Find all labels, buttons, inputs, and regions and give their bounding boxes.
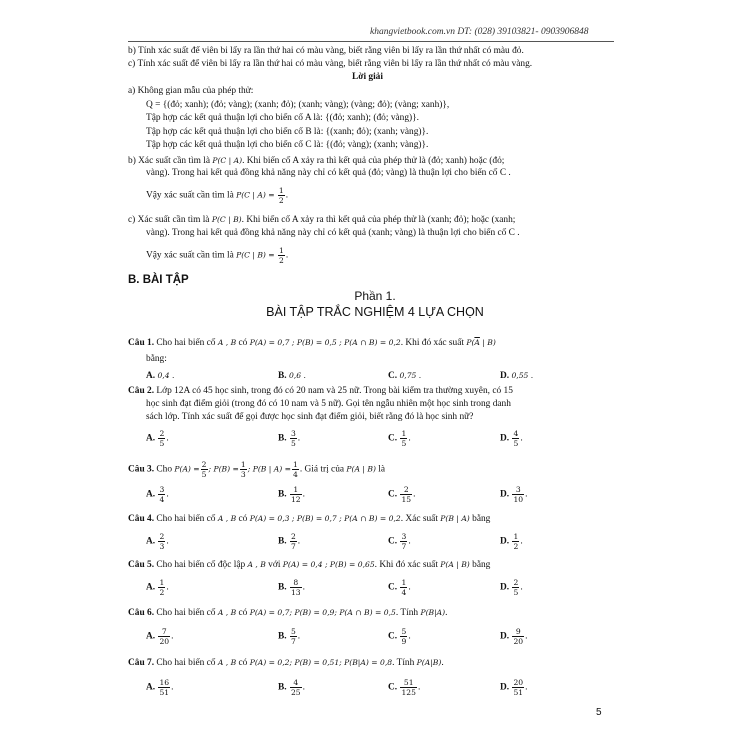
- option-label: B.: [278, 682, 287, 693]
- option-frac: [512, 578, 519, 597]
- q3-ask: P(A | B): [346, 464, 376, 474]
- option-frac: [290, 485, 302, 504]
- q1-stem: [128, 337, 496, 349]
- q7-post: . Tính: [392, 658, 415, 668]
- q3-post: . Giá trị của: [299, 464, 345, 475]
- sol-a-line4: Tập hợp các kết quả thuận lợi cho biến cố B là: {(xanh; đỏ); (xanh; vàng)}.: [146, 127, 429, 137]
- q7-stem: [128, 657, 444, 669]
- sol-b-answer: Vậy xác suất cần tìm là P(C | A) = $\frac{1}{2}$ .: [146, 186, 289, 205]
- q5-option-b[interactable]: B. $\frac{8}{13}$ .: [278, 578, 305, 597]
- frac-den: 3: [240, 470, 246, 479]
- q5-post: . Khi đó xác suất: [374, 560, 438, 570]
- q4-ask: P(B | A): [440, 514, 470, 523]
- option-frac: [290, 627, 297, 646]
- q1-stem-line2: bằng:: [146, 354, 167, 364]
- q6-option-b[interactable]: B. $\frac{5}{7}$ .: [278, 627, 301, 646]
- q5-ask: P(A | B): [440, 560, 470, 569]
- option-frac: [512, 532, 519, 551]
- frac-den: 7: [290, 542, 296, 551]
- q1-ask: [466, 338, 496, 347]
- option-label: B.: [278, 489, 287, 500]
- option-label: D.: [500, 631, 510, 642]
- frac-num: 1: [401, 429, 407, 438]
- frac-den: 4: [401, 588, 407, 597]
- sol-c-answer-expr: P(C | B) =: [236, 250, 275, 260]
- option-value: 0,75 .: [399, 371, 422, 380]
- option-label: A.: [146, 489, 156, 500]
- q2-label: Câu 2.: [128, 386, 155, 396]
- q4-option-d[interactable]: D. $\frac{1}{2}$ .: [500, 532, 523, 551]
- option-frac: [290, 578, 302, 597]
- option-frac: [512, 429, 519, 448]
- q5-option-d[interactable]: D. $\frac{2}{5}$ .: [500, 578, 523, 597]
- frac-den: 2: [513, 542, 519, 551]
- q2-stem-line1: [128, 386, 513, 397]
- q3-expr2: ; P(B) =: [208, 464, 239, 474]
- sol-c-expr: P(C | B): [211, 215, 242, 224]
- frac-den: 2: [279, 256, 284, 265]
- option-frac: [158, 578, 165, 597]
- frac-num: 5: [401, 627, 407, 636]
- q6-expr: P(A) = 0,7; P(B) = 0,9; P(A ∩ B) = 0,5: [249, 608, 396, 617]
- sol-a-line2: Q = {(đỏ; xanh); (đỏ; vàng); (xanh; đỏ); (xanh; vàng); (vàng; đỏ); (vàng; xanh)},: [146, 100, 450, 110]
- frac-den: 5: [513, 588, 519, 597]
- sol-c-post: . Khi biến cố A xảy ra thì kết quả của phép thử là (xanh; đỏ); hoặc (xanh;: [241, 215, 516, 225]
- q6-stem: [128, 607, 447, 619]
- q6-post: . Tính: [395, 608, 419, 618]
- frac-num: 2: [159, 532, 165, 541]
- frac-den: 4: [292, 470, 298, 479]
- q4-stem: [128, 513, 490, 525]
- option-frac: [290, 678, 302, 697]
- q4-expr: P(A) = 0,3 ; P(B) = 0,7 ; P(A ∩ B) = 0,2: [249, 514, 401, 523]
- option-frac: [158, 627, 170, 646]
- q3-label: Câu 3.: [128, 464, 155, 475]
- option-label: C.: [388, 371, 398, 381]
- q7-option-b[interactable]: B. $\frac{4}{25}$ .: [278, 678, 305, 697]
- frac-num: 51: [400, 678, 417, 688]
- frac-num: 3: [401, 532, 407, 541]
- frac-num: 2: [400, 485, 412, 495]
- option-label: B.: [278, 433, 287, 444]
- option-value: 0,4 .: [157, 371, 175, 380]
- sol-c-line2: vàng). Trong hai kết quả đồng khả năng này chỉ có kết quả (xanh; vàng) là thuận lợi cho biến cố C .: [146, 228, 520, 238]
- option-frac: [290, 532, 297, 551]
- sol-c-line1: [128, 214, 515, 226]
- q4-post: . Xác suất: [400, 514, 438, 524]
- q4-end: bằng: [472, 514, 491, 524]
- intro-part-c: c) Tính xác suất để viên bi lấy ra lần thứ hai có màu vàng, biết rằng viên bi lấy ra lần thứ nhất có màu vàng.: [128, 59, 533, 69]
- q7-option-c[interactable]: C. $\frac{51}{125}$ .: [388, 678, 421, 697]
- sol-a-line5: Tập hợp các kết quả thuận lợi cho biến cố C là: {(đỏ; vàng); (xanh; vàng)}.: [146, 140, 429, 150]
- frac-num: 2: [201, 460, 207, 469]
- frac-den: 5: [513, 439, 519, 448]
- q3-frac3: [292, 460, 299, 479]
- frac-num: 3: [290, 429, 296, 438]
- frac-num: 16: [159, 678, 170, 687]
- frac-num: 9: [512, 627, 524, 637]
- q6-mid: có: [238, 608, 248, 618]
- option-frac: [400, 627, 407, 646]
- sol-c-answer-pre: Vậy xác suất cần tìm là: [146, 250, 234, 261]
- frac-num: 1: [292, 460, 298, 469]
- sol-a-line3: Tập hợp các kết quả thuận lợi cho biến cố A là: {(đỏ; xanh); (đỏ; vàng)}.: [146, 113, 420, 123]
- q4-option-a[interactable]: A. $\frac{2}{3}$ .: [146, 532, 169, 551]
- option-label: C.: [388, 582, 398, 593]
- frac-den: 2: [159, 588, 165, 597]
- sol-b-answer-expr: P(C | A) =: [236, 190, 275, 200]
- q3-end: là: [378, 464, 386, 475]
- q1-expr: P(A) = 0,7 ; P(B) = 0,5 ; P(A ∩ B) = 0,2: [249, 338, 401, 347]
- sol-a-line1: a) Không gian mẫu của phép thử:: [128, 86, 254, 96]
- frac-num: 20: [513, 678, 524, 687]
- sol-c-answer: Vậy xác suất cần tìm là P(C | B) = $\frac{1}{2}$ .: [146, 246, 289, 265]
- option-value: 0,55 .: [511, 371, 534, 380]
- q7-option-a[interactable]: A. $\frac{16}{51}$ .: [146, 678, 174, 697]
- frac-den: 10: [513, 495, 524, 504]
- intro-part-b: b) Tính xác suất để viên bi lấy ra lần thứ hai có màu vàng, biết rằng viên bi lấy ra lần thứ nhất có màu đỏ.: [128, 46, 524, 56]
- q5-stem: [128, 559, 490, 571]
- q1-ask-bar: $\overline{A}$: [474, 338, 480, 347]
- q3-expr3: ; P(B | A) =: [247, 464, 291, 474]
- frac-den: 3: [159, 542, 165, 551]
- q6-vars: A , B: [217, 608, 237, 617]
- sol-c-pre: c) Xác suất cần tìm là: [128, 215, 210, 225]
- q3-frac2: [240, 460, 247, 479]
- frac-num: 2: [290, 532, 296, 541]
- q3-option-c[interactable]: C. $\frac{2}{15}$ .: [388, 485, 416, 504]
- q5-end: bằng: [472, 560, 491, 570]
- q7-label: Câu 7.: [128, 658, 155, 668]
- sol-b-line1: [128, 155, 504, 167]
- frac-den: 7: [401, 542, 407, 551]
- part-title: Phần 1.: [354, 289, 396, 303]
- frac-den: 5: [401, 439, 407, 448]
- q1-text-pre: Cho hai biến cố: [156, 338, 216, 348]
- frac-num: 2: [159, 429, 165, 438]
- q1-ask-pre: P(: [466, 338, 475, 347]
- q3-option-a[interactable]: A. $\frac{3}{4}$ .: [146, 485, 169, 504]
- q6-option-a[interactable]: A. $\frac{7}{20}$ .: [146, 627, 174, 646]
- option-label: D.: [500, 371, 510, 381]
- q7-expr: P(A) = 0,2; P(B) = 0,51; P(B|A) = 0,8: [249, 658, 393, 667]
- option-label: A.: [146, 371, 156, 381]
- option-label: A.: [146, 682, 156, 693]
- frac-num: 4: [513, 429, 519, 438]
- q5-vars: A , B: [247, 560, 266, 569]
- frac-den: 51: [513, 688, 524, 697]
- frac-den: 13: [290, 588, 301, 597]
- q2-option-c[interactable]: C. $\frac{1}{5}$ .: [388, 429, 411, 448]
- frac-num: 1: [401, 578, 407, 587]
- q2-option-d[interactable]: D. $\frac{4}{5}$ .: [500, 429, 523, 448]
- q1-text-mid: có: [238, 338, 248, 348]
- frac-den: 12: [290, 495, 301, 504]
- option-label: B.: [278, 371, 287, 381]
- frac-den: 125: [401, 688, 416, 697]
- option-label: A.: [146, 631, 156, 642]
- q1-option-d[interactable]: [500, 371, 533, 381]
- frac-den: 4: [159, 495, 165, 504]
- q4-option-c[interactable]: C. $\frac{3}{7}$ .: [388, 532, 411, 551]
- frac-num: 1: [290, 485, 302, 495]
- option-frac: [400, 429, 407, 448]
- option-frac: [290, 429, 297, 448]
- frac-den: 2: [278, 196, 284, 205]
- q4-pre: Cho hai biến cố: [156, 514, 216, 524]
- sol-b-expr: P(C | A): [212, 156, 243, 165]
- frac-num: 1: [279, 246, 284, 255]
- header-contact: khangvietbook.com.vn DT: (028) 39103821- 0903906848: [370, 27, 589, 37]
- q7-pre: Cho hai biến cố: [156, 658, 216, 668]
- q7-ask: P(A|B): [416, 658, 442, 667]
- q5-expr: P(A) = 0,4 ; P(B) = 0,65: [282, 560, 375, 569]
- option-label: D.: [500, 433, 510, 444]
- header-rule: [128, 41, 614, 42]
- option-label: D.: [500, 489, 510, 500]
- part-subtitle: BÀI TẬP TRẮC NGHIỆM 4 LỰA CHỌN: [266, 305, 484, 319]
- frac-num: 2: [513, 578, 519, 587]
- option-value: 0,6 .: [288, 371, 306, 380]
- option-label: B.: [278, 536, 287, 547]
- frac-num: 1: [240, 460, 246, 469]
- option-label: C.: [388, 631, 398, 642]
- frac-num: 1: [278, 186, 284, 195]
- frac-num: 8: [290, 578, 302, 588]
- q6-option-c[interactable]: C. $\frac{5}{9}$ .: [388, 627, 411, 646]
- option-frac: [400, 532, 407, 551]
- frac-num: 3: [159, 485, 165, 494]
- option-frac: [400, 578, 407, 597]
- frac-num: 1: [159, 578, 165, 587]
- frac-den: 20: [159, 637, 170, 646]
- q2-option-a[interactable]: A. $\frac{2}{5}$ .: [146, 429, 169, 448]
- q3-option-d[interactable]: D. $\frac{3}{10}$ .: [500, 485, 528, 504]
- sol-c-answer-frac: [278, 246, 285, 265]
- section-b-heading: B. BÀI TẬP: [128, 274, 189, 286]
- q1-ask-post: | B): [479, 338, 496, 347]
- q5-pre: Cho hai biến cố độc lập: [156, 560, 246, 570]
- frac-den: 5: [159, 439, 165, 448]
- frac-den: 15: [401, 495, 412, 504]
- option-frac: [158, 429, 165, 448]
- q6-pre: Cho hai biến cố: [156, 608, 216, 618]
- option-frac: [400, 678, 417, 697]
- q3-expr1: P(A) =: [174, 464, 200, 474]
- option-label: B.: [278, 631, 287, 642]
- frac-den: 20: [513, 637, 524, 646]
- frac-den: 7: [290, 637, 296, 646]
- frac-den: 51: [159, 688, 170, 697]
- solution-title: Lời giải: [352, 72, 383, 82]
- q5-option-c[interactable]: C. $\frac{1}{4}$ .: [388, 578, 411, 597]
- q1-text-post: . Khi đó xác suất: [400, 338, 464, 348]
- q5-mid: với: [268, 560, 281, 570]
- sol-b-answer-pre: Vậy xác suất cần tìm là: [146, 190, 234, 201]
- q6-end: .: [445, 608, 448, 618]
- option-frac: [400, 485, 412, 504]
- frac-den: 25: [290, 688, 301, 697]
- frac-den: 5: [290, 439, 296, 448]
- frac-num: 5: [290, 627, 296, 636]
- sol-b-pre: b) Xác suất cần tìm là: [128, 156, 210, 166]
- option-label: B.: [278, 582, 287, 593]
- frac-den: 9: [401, 637, 407, 646]
- option-label: C.: [388, 682, 398, 693]
- option-frac: [158, 485, 165, 504]
- q3-stem: [128, 460, 385, 479]
- q7-option-d[interactable]: D. $\frac{20}{51}$ .: [500, 678, 528, 697]
- option-label: D.: [500, 682, 510, 693]
- option-label: C.: [388, 536, 398, 547]
- frac-den: 5: [201, 470, 207, 479]
- option-frac: [158, 678, 170, 697]
- q1-option-b[interactable]: [278, 371, 306, 381]
- frac-num: 7: [158, 627, 170, 637]
- q3-frac1: [201, 460, 208, 479]
- q4-label: Câu 4.: [128, 514, 155, 524]
- option-label: A.: [146, 536, 156, 547]
- option-label: D.: [500, 536, 510, 547]
- option-frac: [512, 485, 524, 504]
- q2-stem-line2: học sinh đạt điểm giỏi (trong đó có 10 nam và 5 nữ). Gọi tên ngẫu nhiên một học sinh trong danh: [146, 399, 511, 409]
- q2-stem-line3: sách lớp. Tính xác suất để gọi được học sinh đạt điểm giỏi, biết rằng đó là học sinh nữ?: [146, 412, 474, 422]
- q6-option-d[interactable]: D. $\frac{9}{20}$ .: [500, 627, 528, 646]
- option-label: D.: [500, 582, 510, 593]
- option-frac: [158, 532, 165, 551]
- q7-mid: có: [238, 658, 248, 668]
- q7-end: .: [441, 658, 444, 668]
- q1-option-a[interactable]: [146, 371, 174, 381]
- option-label: A.: [146, 582, 156, 593]
- q4-mid: có: [238, 514, 248, 524]
- frac-num: 3: [512, 485, 524, 495]
- option-label: A.: [146, 433, 156, 444]
- frac-num: 4: [290, 678, 302, 688]
- page-number: 5: [596, 707, 602, 718]
- q6-ask: P(B|A): [420, 608, 446, 617]
- option-frac: [512, 627, 524, 646]
- option-frac: [512, 678, 524, 697]
- sol-b-post: . Khi biến cố A xảy ra thì kết quả của phép thử là (đỏ; xanh) hoặc (đỏ;: [242, 156, 505, 166]
- q4-vars: A , B: [217, 514, 237, 523]
- q5-label: Câu 5.: [128, 560, 155, 570]
- q2-line1-text: Lớp 12A có 45 học sinh, trong đó có 20 nam và 25 nữ. Trong bài kiểm tra thường xuyên, có 15: [156, 386, 513, 396]
- frac-num: 1: [513, 532, 519, 541]
- q1-vars: A , B: [217, 338, 237, 347]
- q3-pre: Cho: [156, 464, 173, 475]
- q6-label: Câu 6.: [128, 608, 155, 618]
- sol-b-line2: vàng). Trong hai kết quả đồng khả năng này chỉ có kết quả (đỏ; vàng) là thuận lợi cho biến cố C .: [146, 168, 511, 178]
- option-label: C.: [388, 489, 398, 500]
- q4-option-b[interactable]: B. $\frac{2}{7}$ .: [278, 532, 301, 551]
- q3-option-b[interactable]: B. $\frac{1}{12}$ .: [278, 485, 305, 504]
- q2-option-b[interactable]: B. $\frac{3}{5}$ .: [278, 429, 301, 448]
- q5-option-a[interactable]: A. $\frac{1}{2}$ .: [146, 578, 169, 597]
- q1-label: Câu 1.: [128, 338, 155, 348]
- sol-b-answer-frac: [278, 186, 285, 205]
- q7-vars: A , B: [217, 658, 237, 667]
- option-label: C.: [388, 433, 398, 444]
- q1-option-c[interactable]: [388, 371, 421, 381]
